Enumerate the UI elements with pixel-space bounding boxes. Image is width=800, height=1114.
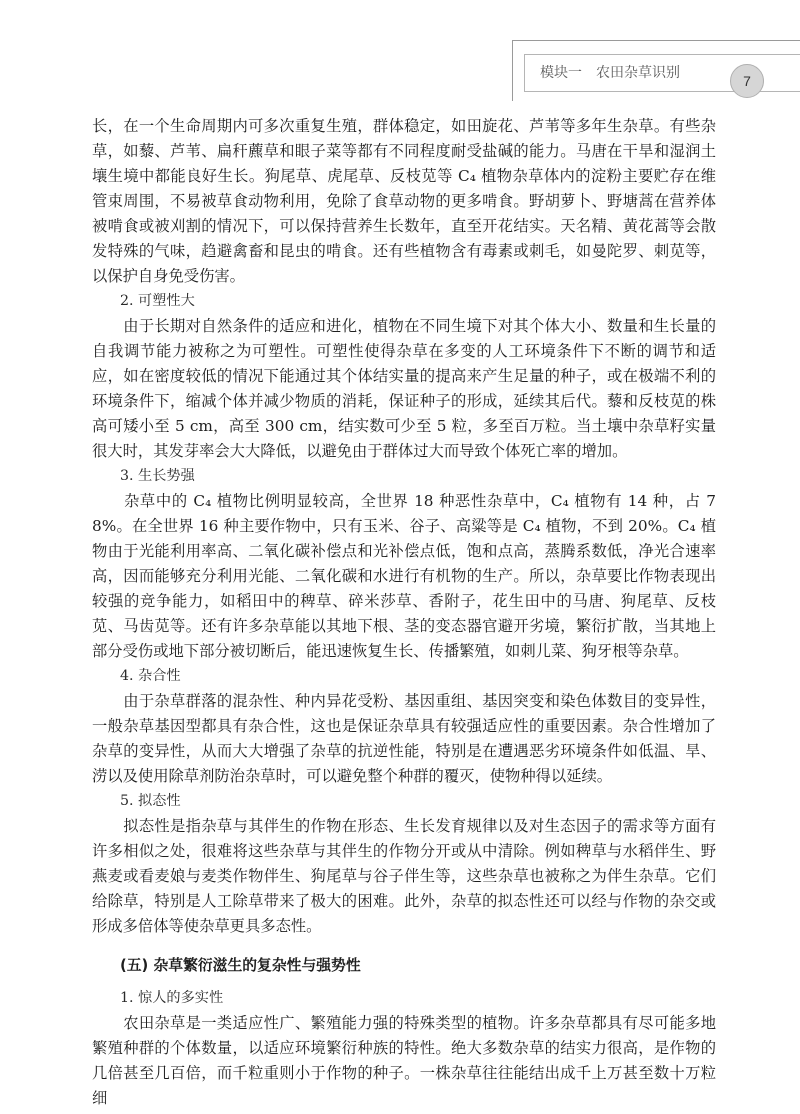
paragraph: 长，在一个生命周期内可多次重复生殖，群体稳定，如田旋花、芦苇等多年生杂草。有些杂草，如藜、芦苇、扁秆藨草和眼子菜等都有不同程度耐受盐碱的能力。马唐在干旱和湿润土壤生境中都能良好生长。狗尾草、虎尾草、反枝苋等 C₄ 植物杂草体内的淀粉主要贮存在维管束周围，不易被草食动物利用，免除了食草动物的更多啃食。野胡萝卜、野塘蒿在营养体被啃食或被刈割的情况下，可以保持营养生长数年，直至开花结实。天名精、黄花蒿等会散发特殊的气味，趋避禽畜和昆虫的啃食。还有些植物含有毒素或刺毛，如曼陀罗、刺苋等，以保护自身免受伤害。 [92, 117, 716, 285]
page-number-badge: 7 [730, 64, 764, 98]
paragraph: 拟态性是指杂草与其伴生的作物在形态、生长发育规律以及对生态因子的需求等方面有许多相似之处，很难将这些杂草与其伴生的作物分开或从中清除。例如稗草与水稻伴生、野燕麦或看麦娘与麦类作物伴生、狗尾草与谷子伴生等，这些杂草也被称之为伴生杂草。它们给除草，特别是人工除草带来了极大的困难。此外，杂草的拟态性还可以经与作物的杂交或形成多倍体等使杂草更具多态性。 [92, 817, 716, 935]
section-heading: (五) 杂草繁衍滋生的复杂性与强势性 [120, 957, 361, 974]
subheading: 1. 惊人的多实性 [120, 990, 224, 1006]
page-body [92, 114, 716, 1111]
paragraph: 杂草中的 C₄ 植物比例明显较高，全世界 18 种恶性杂草中，C₄ 植物有 14 种，占 78%。在全世界 16 种主要作物中，只有玉米、谷子、高粱等是 C₄ 植物，不到 20%。C₄ 植物由于光能利用率高、二氧化碳补偿点和光补偿点低，饱和点高，蒸腾系数低，净光合速率高，因而能够充分利用光能、二氧化碳和水进行有机物的生产。所以，杂草要比作物表现出较强的竞争能力，如稻田中的稗草、碎米莎草、香附子，花生田中的马唐、狗尾草、反枝苋、马齿苋等。还有许多杂草能以其地下根、茎的变态器官避开劣境，繁衍扩散，当其地上部分受伤或地下部分被切断后，能迅速恢复生长、传播繁殖，如刺儿菜、狗牙根等杂草。 [92, 492, 716, 660]
running-header-title: 模块一 农田杂草识别 [540, 65, 680, 81]
paragraph: 农田杂草是一类适应性广、繁殖能力强的特殊类型的植物。许多杂草都具有尽可能多地繁殖种群的个体数量，以适应环境繁衍种族的特性。绝大多数杂草的结实力很高，是作物的几倍甚至几百倍，而千粒重则小于作物的种子。一株杂草往往能结出成千上万甚至数十万粒细 [92, 1014, 716, 1107]
subheading: 3. 生长势强 [120, 468, 195, 484]
subheading: 2. 可塑性大 [120, 293, 195, 309]
paragraph: 由于杂草群落的混杂性、种内异花受粉、基因重组、基因突变和染色体数目的变异性，一般杂草基因型都具有杂合性，这也是保证杂草具有较强适应性的重要因素。杂合性增加了杂草的变异性，从而大大增强了杂草的抗逆性能，特别是在遭遇恶劣环境条件如低温、旱、涝以及使用除草剂防治杂草时，可以避免整个种群的覆灭，使物种得以延续。 [92, 692, 716, 785]
subheading: 5. 拟态性 [120, 793, 181, 809]
paragraph: 由于长期对自然条件的适应和进化，植物在不同生境下对其个体大小、数量和生长量的自我调节能力被称之为可塑性。可塑性使得杂草在多变的人工环境条件下不断的调节和适应，如在密度较低的情况下能通过其个体结实量的提高来产生足量的种子，或在极端不利的环境条件下，缩减个体并减少物质的消耗，保证种子的形成，延续其后代。藜和反枝苋的株高可矮小至 5 cm，高至 300 cm，结实数可少至 5 粒，多至百万粒。当土壤中杂草籽实量很大时，其发芽率会大大降低，以避免由于群体过大而导致个体死亡率的增加。 [92, 317, 716, 460]
subheading: 4. 杂合性 [120, 668, 181, 684]
